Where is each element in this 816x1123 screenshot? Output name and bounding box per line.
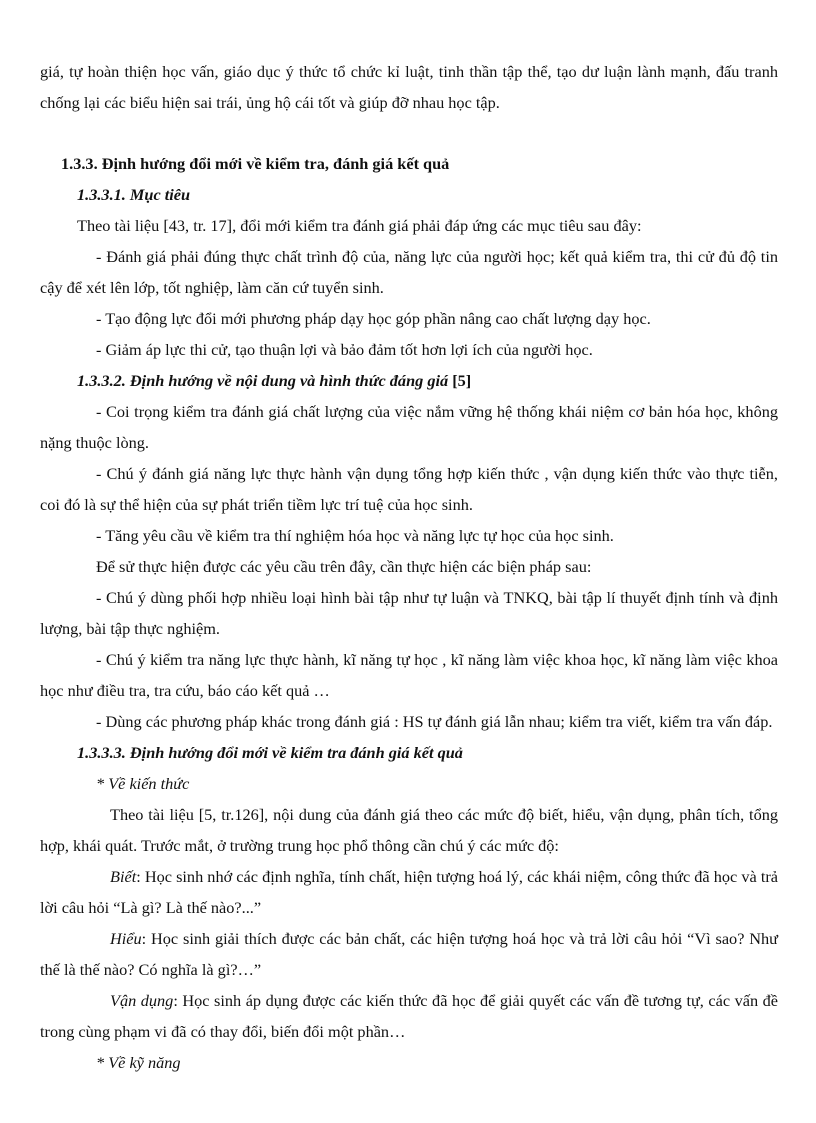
heading-text: 1.3.3.2. Định hướng về nội dung và hình thức đáng giá: [77, 371, 449, 390]
section-heading-1-3-3-2: [40, 365, 778, 396]
level-term: Biết: [110, 867, 137, 886]
orientation-item: - Coi trọng kiểm tra đánh giá chất lượng của việc nắm vững hệ thống khái niệm cơ bản hóa học, không nặng thuộc lòng.: [40, 402, 778, 452]
orientation-item: - Chú ý đánh giá năng lực thực hành vận dụng tổng hợp kiến thức , vận dụng kiến thức vào thực tiễn, coi đó là sự thể hiện của sự phát triển tiềm lực trí tuệ của học sinh.: [40, 464, 778, 514]
objective-item: - Đánh giá phải đúng thực chất trình độ của, năng lực của người học; kết quả kiểm tra, thi cử đủ độ tin cậy để xét lên lớp, tốt nghiệp, làm căn cứ tuyển sinh.: [40, 247, 778, 297]
level-term: Vận dụng: [110, 991, 174, 1010]
subheading-skills: * Về kỹ năng: [96, 1053, 181, 1072]
level-item: [40, 861, 778, 923]
level-text: : Học sinh giải thích được các bản chất, các hiện tượng hoá học và trả lời câu hỏi “Vì sao? Như thế là thế nào? Có nghĩa là gì?…”: [40, 929, 778, 979]
intro-paragraph: giá, tự hoàn thiện học vấn, giáo dục ý thức tổ chức kỉ luật, tinh thần tập thể, tạo dư luận lành mạnh, đấu tranh chống lại các biểu hiện sai trái, ủng hộ cái tốt và giúp đỡ nhau học tập.: [40, 62, 778, 112]
subheading-knowledge: * Về kiến thức: [96, 774, 190, 793]
objective-item: - Tạo động lực đổi mới phương pháp dạy học góp phần nâng cao chất lượng dạy học.: [96, 309, 651, 328]
section-heading-1-3-3: 1.3.3. Định hướng đổi mới về kiểm tra, đánh giá kết quả: [61, 154, 450, 173]
section-heading-1-3-3-1: 1.3.3.1. Mục tiêu: [77, 185, 191, 204]
orientation-item: Để sử thực hiện được các yêu cầu trên đây, cần thực hiện các biện pháp sau:: [96, 557, 592, 576]
orientation-item: - Tăng yêu cầu về kiểm tra thí nghiệm hóa học và năng lực tự học của học sinh.: [96, 526, 614, 545]
section-heading-1-3-3-3: 1.3.3.3. Định hướng đổi mới về kiểm tra đánh giá kết quả: [77, 743, 463, 762]
level-term: Hiểu: [110, 929, 142, 948]
citation-ref: [5]: [452, 371, 472, 390]
orientation-item: - Chú ý kiểm tra năng lực thực hành, kĩ năng tự học , kĩ năng làm việc khoa học, kĩ năng làm việc khoa học như điều tra, tra cứu, báo cáo kết quả …: [40, 650, 778, 700]
level-item: [40, 923, 778, 985]
document-page: [40, 56, 778, 1078]
objectives-intro: Theo tài liệu [43, tr. 17], đổi mới kiểm tra đánh giá phải đáp ứng các mục tiêu sau đây:: [77, 216, 642, 235]
level-item: [40, 985, 778, 1047]
knowledge-intro: Theo tài liệu [5, tr.126], nội dung của đánh giá theo các mức độ biết, hiểu, vận dụng, phân tích, tổng hợp, khái quát. Trước mắt, ở trường trung học phổ thông cần chú ý các mức độ:: [40, 805, 778, 855]
objective-item: - Giảm áp lực thi cử, tạo thuận lợi và bảo đảm tốt hơn lợi ích của người học.: [96, 340, 593, 359]
orientation-item: - Dùng các phương pháp khác trong đánh giá : HS tự đánh giá lẫn nhau; kiểm tra viết, kiểm tra vấn đáp.: [96, 712, 773, 731]
orientation-item: - Chú ý dùng phối hợp nhiều loại hình bài tập như tự luận và TNKQ, bài tập lí thuyết định tính và định lượng, bài tập thực nghiệm.: [40, 588, 778, 638]
level-text: : Học sinh nhớ các định nghĩa, tính chất, hiện tượng hoá lý, các khái niệm, công thức đã học và trả lời câu hỏi “Là gì? Là thế nào?...”: [40, 867, 778, 917]
level-text: : Học sinh áp dụng được các kiến thức đã học để giải quyết các vấn đề tương tự, các vấn đề trong cùng phạm vi đã có thay đổi, biến đổi một phần…: [40, 991, 779, 1041]
